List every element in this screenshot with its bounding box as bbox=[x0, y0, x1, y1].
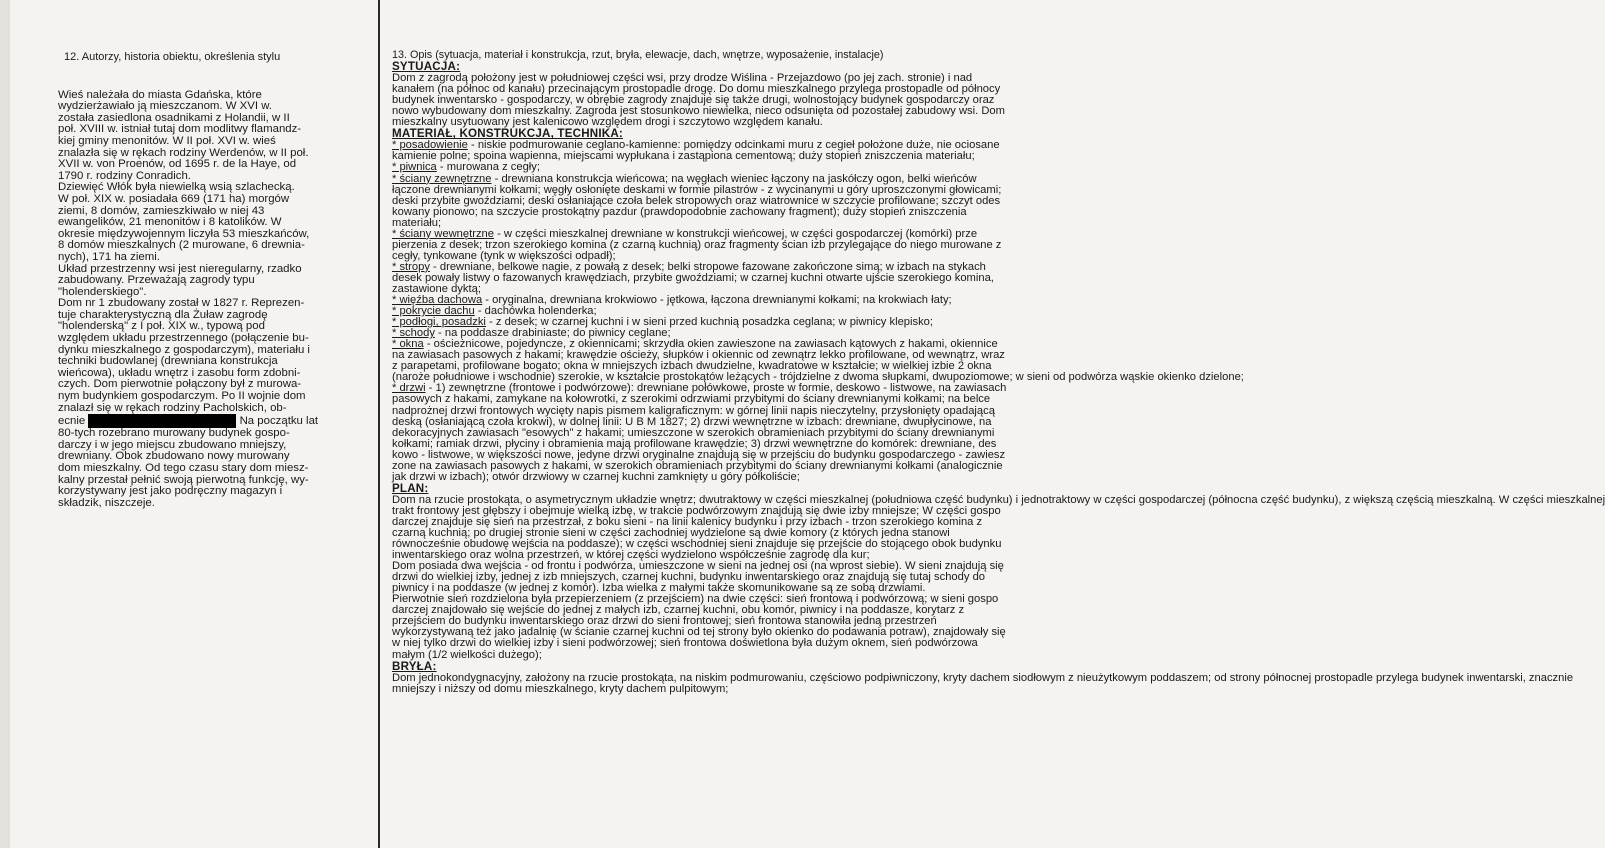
history-text-part2: Na początku lat 80-tych rozebrano murowany budynek gospo- darczy i w jego miejscu zbudowano mniejszy, drewniany. Obok zbudowano nowy murowany dom mieszkalny. Od tego czasu stary dom miesz- kalny przestał pełnić swoją pierwotną funkcję, wy- korzystywany jest jako podręczny magazyn i składzik, niszczeje. bbox=[58, 415, 319, 509]
line-text: nadprożnej drzwi frontowych wycięty napis pismem kaligraficznym: w górnej linii napis nieczytelny, przysłonięty opadającą bbox=[392, 404, 995, 417]
line-text: Pierwotnie sień rozdzielona była przepierzeniem (z przejściem) na dwie części: sień frontową i podwórzową; w sieni gospo bbox=[392, 593, 999, 606]
line-text: materiału; bbox=[392, 216, 442, 229]
line-text: - dachówka holenderka; bbox=[474, 305, 597, 318]
line-text: - 1) zewnętrzne (frontowe i podwórzowe): drewniane połówkowe, proste w formie, deskowo - listwowe, na zawiasach bbox=[425, 382, 1007, 395]
term-label: * stropy bbox=[392, 260, 430, 273]
line-text: równocześnie obudowę wejścia na poddasze); w części wschodniej sieni znajduje się przejście do stojącego obok budynku bbox=[392, 538, 1002, 551]
line-text: deski przybite gwoździami; deski osłaniające czoła belek stropowych oraz wiatrownice w szczycie profilowane; szczyt odes bbox=[392, 194, 1001, 207]
section-heading-text: SYTUACJA: bbox=[392, 60, 461, 74]
line-text: drzwi do wielkiej izby, jednej z izb mniejszych, czarnej kuchni, budynku inwentarskiego oraz znajdują się tutaj schody do bbox=[392, 571, 986, 584]
history-column bbox=[58, 52, 372, 509]
term-label: * posadowienie bbox=[392, 139, 468, 152]
line-text: na zawiasach pasowych z hakami; krawędzie ościeży, słupków i okiennic od zewnątrz lekko profilowane, od wewnątrz, wraz bbox=[392, 349, 1005, 362]
line-text: mniejszy i niższy od domu mieszkalnego, kryty dachem pulpitowym; bbox=[392, 682, 729, 695]
redaction-box bbox=[88, 414, 236, 428]
line-text: Dom jednokondygnacyjny, założony na rzucie prostokąta, na niskim podmurowaniu, częściowo podpiwniczony, kryty dachem siodłowym z nieużytkowym poddaszem; od strony północnej prostopadle przylega budynek inwentarski, znacznie bbox=[392, 671, 1574, 684]
line-text: - z desek; w czarnej kuchni i w sieni przed kuchnią posadzka ceglana; w piwnicy klepisko; bbox=[485, 316, 934, 329]
description-column bbox=[392, 49, 1605, 695]
history-text-part1: Wieś należała do miasta Gdańska, które wydzierżawiało ją mieszczanom. W XVI w. została zasiedlona osadnikami z Holandii, w II poł. XVIII w. istniał tutaj dom modlitwy flamandz- kiej gminy menonitów. W II poł. XVI w. wieś znalazła się w rękach rodziny Werdenów, w II poł. XVII w. von Proenów, od 1695 r. de la Haye, od 1790 r. rodziny Conradich. Dziewięć Włók była niewielką wsią szlachecką. W poł. XIX w. posiadała 669 (171 ha) morgów ziemi, 8 domów, zamieszkiwało w niej 43 ewangelików, 21 menonitów i 8 katolików. W okresie międzywojennym liczyła 53 mieszkańców, 8 domów mieszkalnych (2 murowane, 6 drewnia- nych), 171 ha ziemi. Układ przestrzenny wsi jest nieregularny, rzadko zabudowany. Przeważają zagrody typu "holenderskiego". Dom nr 1 zbudowany został w 1827 r. Reprezen- tuje charakterystyczną dla Żuław zagrodę "holenderską" z I poł. XIX w., typową pod względem układu przestrzennego (połączenie bu- dynku mieszkalnego z gospodarczym), materiału i techniki budowlanej (drewniana konstrukcja wieńcowa), układu wnętrz i zasobu form zdobni- czych. Dom pierwotnie połączony był z murowa- nym budynkiem gospodarczym. Po II wojnie dom znalazł się w rękach rodziny Pacholskich, ob- ecnie bbox=[58, 88, 310, 428]
line-text: z parapetami, profilowane bogato; okna w mniejszych izbach dwudzielne, kwadratowe w kształcie; w wielkiej izbie 2 okna bbox=[392, 360, 992, 373]
description-line bbox=[392, 472, 1199, 483]
description-line bbox=[392, 684, 1199, 695]
line-text: kowo - listwowe, w większości nowe, jedyne drzwi oryginalne znajdują się w przejściu do budynku gospodarczego - zawiesz bbox=[392, 448, 1006, 461]
line-text: cegły, tynkowane (tynk w większości odpadł); bbox=[392, 249, 616, 262]
line-text: kołkami; ramiak drzwi, płyciny i obramienia mają profilowane krawędzie; 3) drzwi wewnętrzne do komórek: drewniane, des bbox=[392, 437, 997, 450]
section-heading-text: MATERIAŁ, KONSTRUKCJA, TECHNIKA: bbox=[392, 127, 623, 141]
line-text: zastawione dyktą; bbox=[392, 282, 481, 295]
line-text: kanałem (na północ od kanału) przecinającym prostopadle drogę. Do domu mieszkalnego przylega prostopadle od północy bbox=[392, 83, 1001, 96]
history-text bbox=[58, 90, 372, 510]
line-text: - oryginalna, drewniana krokwiowo - jętkowa, łączona drewnianymi kołkami; na krokwiach łaty; bbox=[482, 294, 952, 307]
line-text: Dom z zagrodą położony jest w południowej części wsi, przy drodze Wiślina - Przejazdowo (po jej zach. stronie) i nad bbox=[392, 72, 973, 85]
line-text: - w części mieszkalnej drewniane w konstrukcji wieńcowej, w części gospodarczej (komórki) prze bbox=[493, 227, 978, 240]
line-text: deską (osłaniającą czoła krokwi), w dolnej linii: U B M 1827; 2) drzwi wewnętrzne w izbach: drewniane, dwupłycinowe, na bbox=[392, 415, 992, 428]
line-text: - ościeżnicowe, pojedyncze, z okiennicami; skrzydła okien zawieszone na zawiasach kątowych z hakami, okiennice bbox=[423, 338, 998, 351]
description-line bbox=[392, 207, 1199, 218]
description-line bbox=[392, 650, 1199, 661]
description-line bbox=[392, 273, 1199, 284]
term-label: * piwnica bbox=[392, 161, 437, 174]
column-divider bbox=[378, 0, 380, 848]
line-text: inwentarskiego oraz wolna przestrzeń, w której części wydzielono współcześnie zagrodę dla kur; bbox=[392, 549, 870, 562]
line-text: Dom posiada dwa wejścia - od frontu i podwórza, umieszczone w sieni na jednej osi (na wprost siebie). W sieni znajdują się bbox=[392, 560, 1004, 573]
section-heading-text: PLAN: bbox=[392, 481, 429, 495]
line-text: desek powały listwy o fazowanych krawędziach, przybite gwoździami; w czarnej kuchni otwarte ujście szerokiego komina, bbox=[392, 271, 994, 284]
line-text: darczej znajdowało się wejście do jednej z małych izb, czarnej kuchni, obu komór, piwnicy i na poddasze, korytarz z bbox=[392, 604, 965, 617]
line-text: - na poddasze drabiniaste; do piwnicy ceglane; bbox=[434, 327, 671, 340]
line-text: czarną kuchnią; po drugiej stronie sieni w części zachodniej wydzielone są dwie komory (z których jedna stanowi bbox=[392, 527, 950, 540]
line-text: trakt frontowy jest głębszy i obejmuje wielką izbę, w trakcie podwórzowym znajdują się dwie izby mniejsze; W części gospo bbox=[392, 504, 1001, 517]
line-text: mieszkalny usytuowany jest kalenicowo względem drogi i szczytowo względem kanału. bbox=[392, 116, 823, 129]
section-heading-text: BRYŁA: bbox=[392, 659, 437, 673]
line-text: - drewniane, belkowe nagie, z powałą z desek; belki stropowe fazowane zakończone simą; w izbach na stykach bbox=[429, 260, 986, 273]
line-text: nowo wybudowany dom mieszkalny. Zagroda jest stosunkowo niewielka, nieco odsunięta od pozostałej zabudowy wsi. Dom bbox=[392, 105, 1005, 118]
line-text: w niej tylko drzwi do wielkiej izby i sieni podwórzowej; sień frontowa doświetlona była dużym oknem, sień podwórzowa bbox=[392, 637, 978, 650]
description-heading: 13. Opis (sytuacja, materiał i konstrukcja, rzut, bryła, elewacje, dach, wnętrze, wyposażenie, instalacje) bbox=[392, 49, 884, 61]
line-text: kowany pionowo; na szczycie prostokątny pazdur (prawdopodobnie zachowany fragment); duży stopień zniszczenia bbox=[392, 205, 967, 218]
line-text: zone na zawiasach pasowych z hakami, w szerokich obramieniach przybitymi do ściany drewnianymi kołkami (analogicznie bbox=[392, 459, 1003, 472]
line-text: - niskie podmurowanie ceglano-kamienne: pomiędzy odcinkami muru z cegieł położone duże, nie ociosane bbox=[467, 139, 1000, 152]
line-text: piwnicy i na poddasze (w jednej z komór). Izba wielka z małymi także skomunikowane są ze sobą drzwiami. bbox=[392, 582, 926, 595]
term-label: * ściany zewnętrzne bbox=[392, 172, 492, 185]
line-text: darczej znajduje się sień na przestrzał, z boku sieni - na linii kalenicy budynku i przy izbach - trzon szerokiego komina z bbox=[392, 515, 983, 528]
description-body bbox=[392, 60, 1605, 695]
line-text: jak drzwi w izbach); otwór drzwiowy w czarnej kuchni zamknięty u góry półkoliście; bbox=[392, 470, 800, 483]
term-label: * więźba dachowa bbox=[392, 294, 483, 307]
line-text: kamienie polne; spoina wapienna, miejscami wypłukana i zastąpiona cementową; duży stopień zniszczenia materiału; bbox=[392, 150, 975, 163]
term-label: * ściany wewnętrzne bbox=[392, 227, 494, 240]
history-heading: 12. Autorzy, historia obiektu, określenia stylu bbox=[64, 51, 281, 63]
line-text: wykorzystywaną też jako jadalnię (w ścianie czarnej kuchni od tej strony było okienko do podawania potraw), znajdowały się bbox=[392, 626, 1006, 639]
term-label: * podłogi, posadzki bbox=[392, 316, 486, 329]
term-label: * schody bbox=[392, 327, 435, 340]
term-label: * drzwi bbox=[392, 382, 426, 395]
line-text: dekoracyjnych zawiasach "esowych" z hakami; umieszczone w szerokich obramieniach przybitymi do ściany drewnianymi bbox=[392, 426, 995, 439]
line-text: - drewniana konstrukcja wieńcowa; na węgłach wieniec łączony na jaskółczy ogon, belki wieńców bbox=[491, 172, 977, 185]
line-text: - murowana z cegły; bbox=[436, 161, 540, 174]
line-text: pierzenia z desek; trzon szerokiego komina (z czarną kuchnią) oraz fragmenty ścian izb przylegające do niego murowane z bbox=[392, 238, 1002, 251]
line-text: przejściem do budynku inwentarskiego oraz drzwi do sieni frontowej; sień frontowa stanowiła jedną przestrzeń bbox=[392, 615, 937, 628]
line-text: pasowych z hakami, zamykane na kołowrotki, z szerokimi odrzwiami przybitymi do ściany drewnianymi kołkami; na belce bbox=[392, 393, 991, 406]
line-text: (naroże południowe i wschodnie) szerokie, w kształcie prostokątów leżących - trójdzielne z dwoma słupkami, dwupoziomowe; w sieni od podwórza wąskie okienko dzielone; bbox=[392, 371, 1244, 384]
term-label: * pokrycie dachu bbox=[392, 305, 475, 318]
line-text: budynek inwentarsko - gospodarczy, w obrębie zagrody znajduje się także drugi, wolnostojący budynek gospodarczy oraz bbox=[392, 94, 995, 107]
line-text: małym (1/2 wielkości dużego); bbox=[392, 648, 542, 661]
line-text: Dom na rzucie prostokąta, o asymetrycznym układzie wnętrz; dwutraktowy w części mieszkalnej (południowa część budynku) i jednotraktowy w części gospodarczej (północna część budynku), z większą częścią mieszkalną. W części mieszkalnej bbox=[392, 493, 1605, 506]
scan-edge bbox=[0, 0, 10, 848]
term-label: * okna bbox=[392, 338, 424, 351]
line-text: łączone drewnianymi kołkami; węgły osłonięte deskami w formie pilastrów - z wycinanymi u góry uproszczonymi głowicami; bbox=[392, 183, 1002, 196]
